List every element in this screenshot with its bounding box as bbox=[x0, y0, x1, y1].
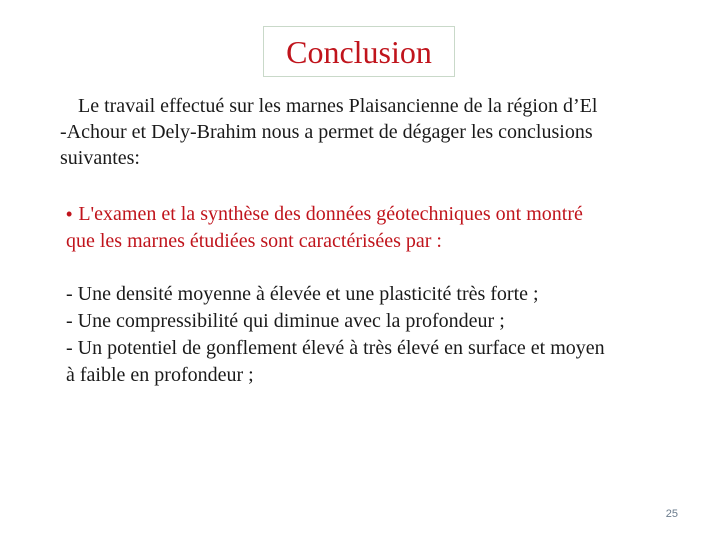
list-item: - Une compressibilité qui diminue avec la profondeur ; bbox=[66, 310, 505, 332]
intro-paragraph bbox=[60, 93, 660, 171]
bullet-dot-icon: • bbox=[66, 204, 73, 224]
slide-title-box bbox=[263, 26, 455, 77]
bullet-line: que les marnes étudiées sont caractérisées par : bbox=[66, 230, 442, 252]
conclusion-list bbox=[66, 281, 666, 389]
intro-line: suivantes: bbox=[60, 147, 140, 169]
bullet-paragraph bbox=[66, 201, 656, 255]
page-number: 25 bbox=[665, 508, 678, 520]
bullet-text: L'examen et la synthèse des données géotechniques ont montré bbox=[78, 203, 583, 225]
slide-title: Conclusion bbox=[286, 33, 432, 70]
bullet-line bbox=[66, 201, 656, 228]
list-item: - Un potentiel de gonflement élevé à très élevé en surface et moyen bbox=[66, 337, 605, 359]
intro-line: -Achour et Dely-Brahim nous a permet de dégager les conclusions bbox=[60, 121, 593, 143]
list-item: - Une densité moyenne à élevée et une plasticité très forte ; bbox=[66, 283, 539, 305]
intro-line: Le travail effectué sur les marnes Plaisancienne de la région d’El bbox=[78, 95, 598, 117]
list-item: à faible en profondeur ; bbox=[66, 364, 254, 386]
